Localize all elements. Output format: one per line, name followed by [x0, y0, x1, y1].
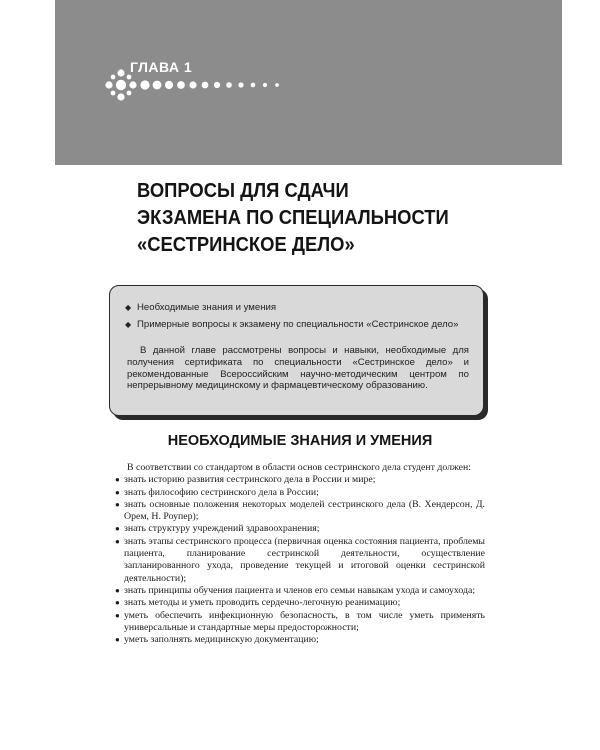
- bullet-icon: ●: [115, 536, 120, 546]
- bullet-icon: ●: [115, 598, 120, 608]
- decorative-dot: [226, 82, 232, 88]
- decorative-dot: [117, 93, 124, 100]
- chapter-title-line: ЭКЗАМЕНА ПО СПЕЦИАЛЬНОСТИ: [137, 207, 449, 229]
- bullet-icon: ●: [115, 499, 120, 509]
- decorative-dot: [177, 81, 185, 89]
- decorative-dot: [116, 80, 126, 90]
- chapter-title-line: «СЕСТРИНСКОЕ ДЕЛО»: [137, 234, 355, 256]
- decorative-dot: [127, 75, 132, 80]
- decorative-dot: [111, 91, 116, 96]
- summary-paragraph: В данной главе рассмотрены вопросы и навыки, необходимые для получения сертификата по специальности «Сестринское дело» и рекомендованные Всероссийским научно-методическим центром по непрерывному медицинскому и фармацевтическому образованию.: [127, 345, 469, 392]
- bullet-icon: ●: [115, 524, 120, 534]
- chapter-title-line: ВОПРОСЫ ДЛЯ СДАЧИ: [137, 180, 349, 202]
- chapter-label: ГЛАВА 1: [130, 59, 193, 75]
- bullet-icon: ●: [115, 475, 120, 485]
- bullet-icon: ●: [115, 610, 120, 620]
- summary-item: ◆ Примерные вопросы к экзамену по специальности «Сестринское дело»: [125, 319, 459, 330]
- bullet-icon: ●: [115, 487, 120, 497]
- section-heading: НЕОБХОДИМЫЕ ЗНАНИЯ И УМЕНИЯ: [167, 433, 433, 449]
- bullet-icon: ◆: [125, 320, 132, 329]
- decorative-dot: [153, 81, 162, 90]
- decorative-dot: [165, 81, 173, 89]
- decorative-dot: [129, 81, 136, 88]
- decorative-dot: [214, 82, 220, 88]
- chapter-title: [137, 178, 505, 259]
- decorative-dot: [127, 91, 132, 96]
- section-body: [113, 462, 485, 646]
- decorative-dot: [238, 82, 243, 87]
- decorative-dot: [111, 75, 116, 80]
- summary-item: ◆ Необходимые знания и умения: [125, 302, 277, 313]
- summary-box: [109, 285, 484, 416]
- bullet-icon: ●: [115, 585, 120, 595]
- decorative-dot: [117, 69, 124, 76]
- list-item: ● знать философию сестринского дела в России;: [115, 486, 319, 498]
- bullet-icon: ●: [115, 635, 120, 645]
- list-item: ● знать основные положения некоторых моделей сестринского дела (В. Хендерсон, Д. Орем, Н. Роупер);: [115, 498, 485, 523]
- list-item: ● знать принципы обучения пациента и членов его семьи навыкам ухода и самоухода;: [115, 584, 476, 596]
- list-item: ● уметь заполнять медицинскую документацию;: [115, 634, 319, 646]
- decorative-dot: [140, 80, 149, 89]
- decorative-dot: [275, 83, 279, 87]
- list-item: ● знать методы и уметь проводить сердечно-легочную реанимацию;: [115, 597, 401, 609]
- list-item: ● уметь обеспечить инфекционную безопасность, в том числе уметь применять универсальные и стандартные меры предосторожности;: [115, 609, 485, 633]
- decorative-dots: [0, 0, 600, 165]
- decorative-dot: [189, 81, 196, 88]
- decorative-dot: [263, 83, 267, 87]
- requirements-list: [113, 474, 485, 646]
- decorative-dot: [251, 83, 256, 88]
- list-item: ● знать структуру учреждений здравоохранения;: [115, 523, 320, 535]
- section-intro: В соответствии со стандартом в области основ сестринского дела студент должен:: [127, 462, 471, 473]
- decorative-dot: [202, 82, 209, 89]
- bullet-icon: ◆: [125, 303, 132, 312]
- decorative-dot: [105, 81, 112, 88]
- list-item: ● знать этапы сестринского процесса (первичная оценка состояния пациента, проблемы пациента, планирование сестринской деятельности, осуществление запланированного ухода, проведение текущей и итоговой оценки сестринской деятельности);: [115, 535, 485, 584]
- list-item: ● знать историю развития сестринского дела в России и мире;: [115, 474, 376, 486]
